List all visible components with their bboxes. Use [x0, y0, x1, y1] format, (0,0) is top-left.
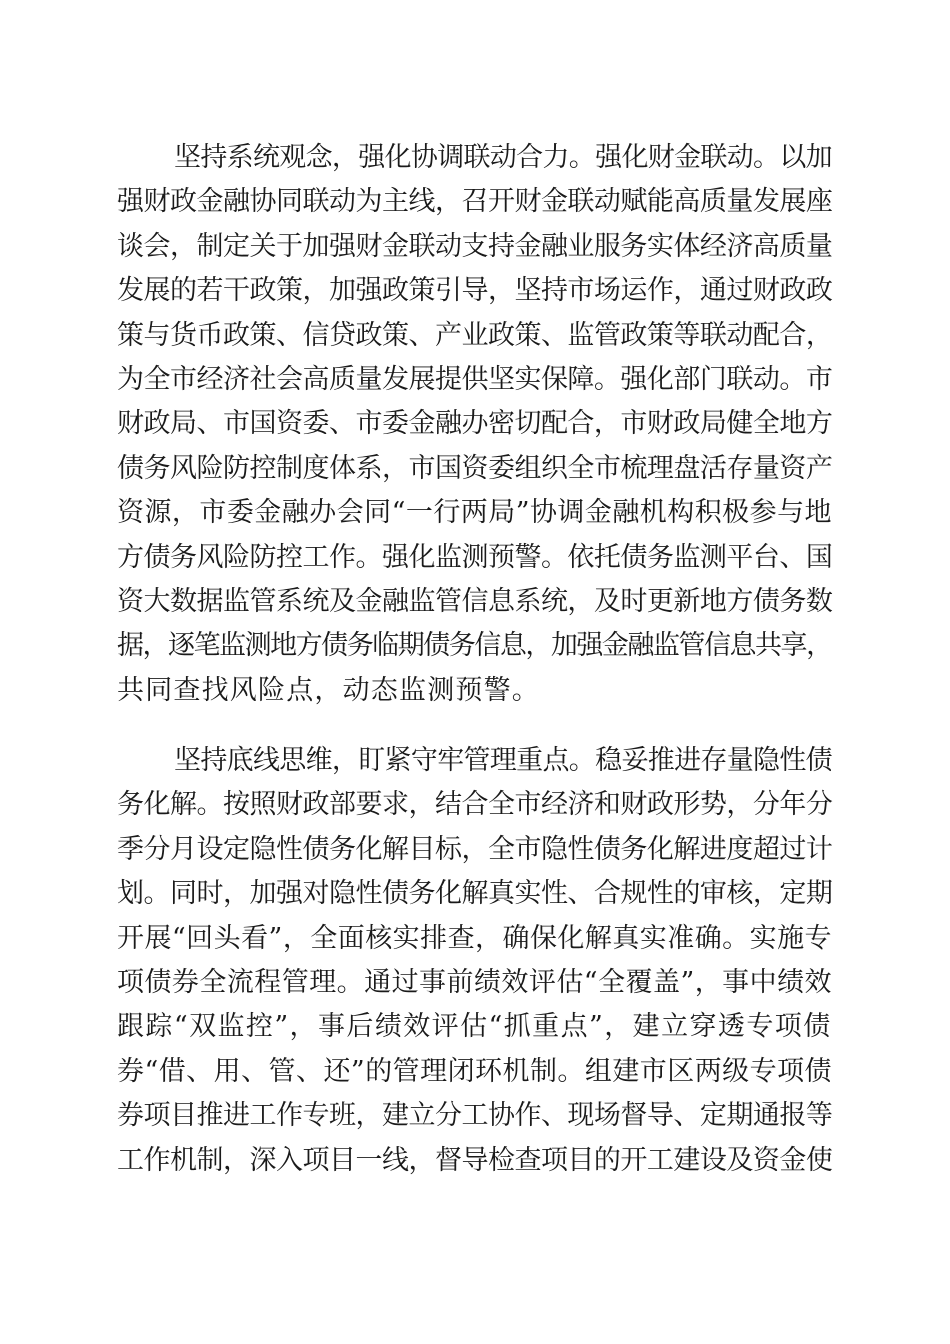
- paragraph-line: 券项目推进工作专班，建立分工协作、现场督导、定期通报等: [117, 1100, 833, 1132]
- paragraph-line: 项债券全流程管理。通过事前绩效评估“全覆盖”，事中绩效: [117, 967, 833, 998]
- paragraph-line: 谈会，制定关于加强财金联动支持金融业服务实体经济高质量: [117, 230, 833, 262]
- paragraph-line: 开展“回头看”，全面核实排查，确保化解真实准确。实施专: [117, 922, 833, 954]
- paragraph-line: 方债务风险防控工作。强化监测预警。依托债务监测平台、国: [117, 541, 833, 573]
- paragraph-line: 据，逐笔监测地方债务临期债务信息，加强金融监管信息共享，: [117, 630, 832, 662]
- paragraph-line: 强财政金融协同联动为主线，召开财金联动赋能高质量发展座: [117, 186, 833, 218]
- paragraph-line: 为全市经济社会高质量发展提供坚实保障。强化部门联动。市: [117, 364, 833, 395]
- paragraph-line: 划。同时，加强对隐性债务化解真实性、合规性的审核，定期: [117, 878, 833, 910]
- paragraph-line: 资大数据监管系统及金融监管信息系统，及时更新地方债务数: [117, 586, 833, 617]
- paragraph-line: 债务风险防控制度体系，市国资委组织全市梳理盘活存量资产: [117, 452, 833, 484]
- paragraph-line: 跟踪“双监控”，事后绩效评估“抓重点”，建立穿透专项债: [117, 1011, 832, 1043]
- paragraph-line: 工作机制，深入项目一线，督导检查项目的开工建设及资金使: [117, 1144, 833, 1176]
- paragraph-first-line: 坚持系统观念，强化协调联动合力。强化财金联动。以加: [174, 142, 832, 173]
- paragraph-line: 共同查找风险点，动态监测预警。: [117, 674, 540, 706]
- paragraph-line: 发展的若干政策，加强政策引导，坚持市场运作，通过财政政: [117, 275, 833, 307]
- paragraph-line: 财政局、市国资委、市委金融办密切配合，市财政局健全地方: [117, 408, 833, 440]
- paragraph-line: 资源，市委金融办会同“一行两局”协调金融机构积极参与地: [117, 497, 833, 529]
- paragraph-line: 季分月设定隐性债务化解目标，全市隐性债务化解进度超过计: [117, 833, 833, 865]
- paragraph-line: 策与货币政策、信贷政策、产业政策、监管政策等联动配合，: [117, 319, 833, 351]
- paragraph-first-line: 坚持底线思维，盯紧守牢管理重点。稳妥推进存量隐性债: [174, 745, 832, 776]
- paragraph-line: 券“借、用、管、还”的管理闭环机制。组建市区两级专项债: [117, 1055, 833, 1087]
- paragraph-line: 务化解。按照财政部要求，结合全市经济和财政形势，分年分: [117, 789, 833, 821]
